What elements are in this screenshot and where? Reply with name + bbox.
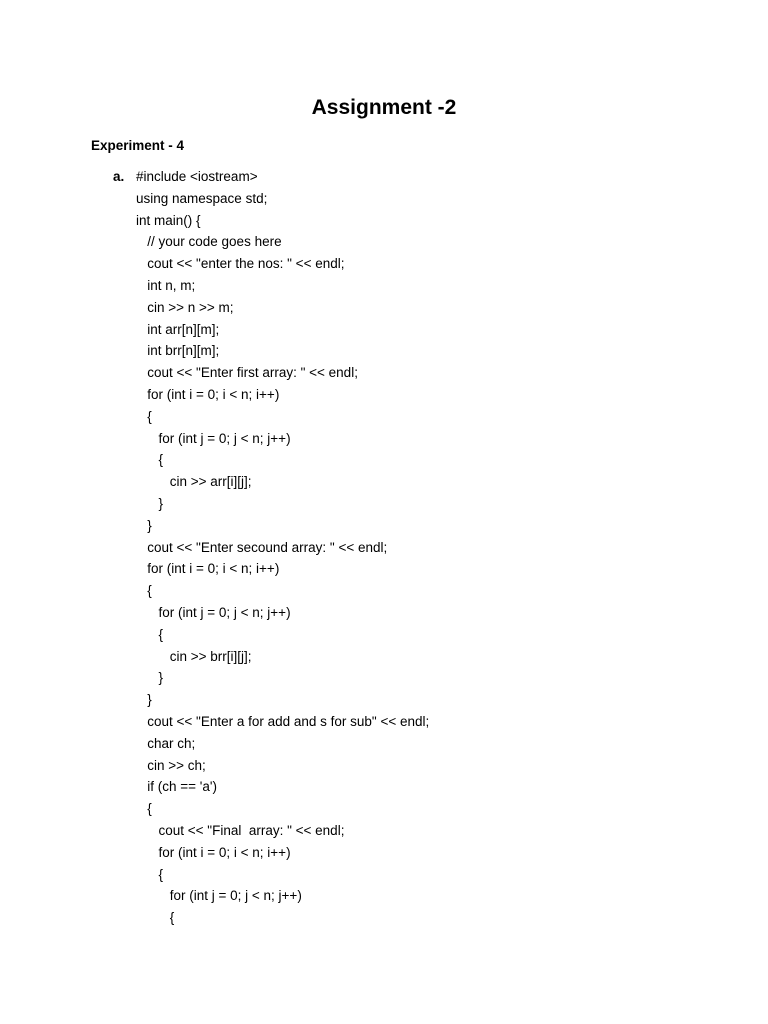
code-line: cout << "Enter first array: " << endl; xyxy=(136,365,358,381)
code-line: { xyxy=(136,910,175,926)
code-line: cin >> brr[i][j]; xyxy=(136,648,252,664)
code-line: } xyxy=(136,692,152,708)
code-line: int n, m; xyxy=(136,277,196,293)
code-line: { xyxy=(136,452,164,468)
section-heading: Experiment - 4 xyxy=(91,138,185,153)
code-line: { xyxy=(136,583,152,599)
code-line: for (int j = 0; j < n; j++) xyxy=(136,430,291,446)
code-line: char ch; xyxy=(136,735,196,751)
code-line: if (ch == 'a') xyxy=(136,779,217,795)
code-line: using namespace std; xyxy=(136,190,268,206)
code-line: for (int j = 0; j < n; j++) xyxy=(136,888,302,904)
code-line: { xyxy=(136,626,164,642)
code-line: for (int i = 0; i < n; i++) xyxy=(136,561,280,577)
code-line: cout << "Enter secound array: " << endl; xyxy=(136,539,388,555)
list-marker: a. xyxy=(113,169,125,184)
code-line: // your code goes here xyxy=(136,234,282,250)
code-block xyxy=(136,168,429,931)
code-line: int brr[n][m]; xyxy=(136,343,220,359)
code-line: for (int i = 0; i < n; i++) xyxy=(136,844,291,860)
code-line: } xyxy=(136,517,152,533)
code-line: { xyxy=(136,801,152,817)
code-line: cin >> ch; xyxy=(136,757,206,773)
code-line: cout << "Final array: " << endl; xyxy=(136,822,345,838)
code-line: cin >> arr[i][j]; xyxy=(136,474,252,490)
code-line: { xyxy=(136,866,164,882)
code-line: cout << "enter the nos: " << endl; xyxy=(136,256,345,272)
code-line: int arr[n][m]; xyxy=(136,321,220,337)
code-line: for (int i = 0; i < n; i++) xyxy=(136,386,280,402)
code-line: } xyxy=(136,670,164,686)
code-line: for (int j = 0; j < n; j++) xyxy=(136,604,291,620)
code-line: #include <iostream> xyxy=(136,169,258,184)
code-line: } xyxy=(136,495,164,511)
code-line: { xyxy=(136,408,152,424)
code-line: cin >> n >> m; xyxy=(136,299,234,315)
code-line: int main() { xyxy=(136,212,201,228)
code-line: cout << "Enter a for add and s for sub" << endl; xyxy=(136,713,430,729)
page-title: Assignment -2 xyxy=(311,96,457,119)
